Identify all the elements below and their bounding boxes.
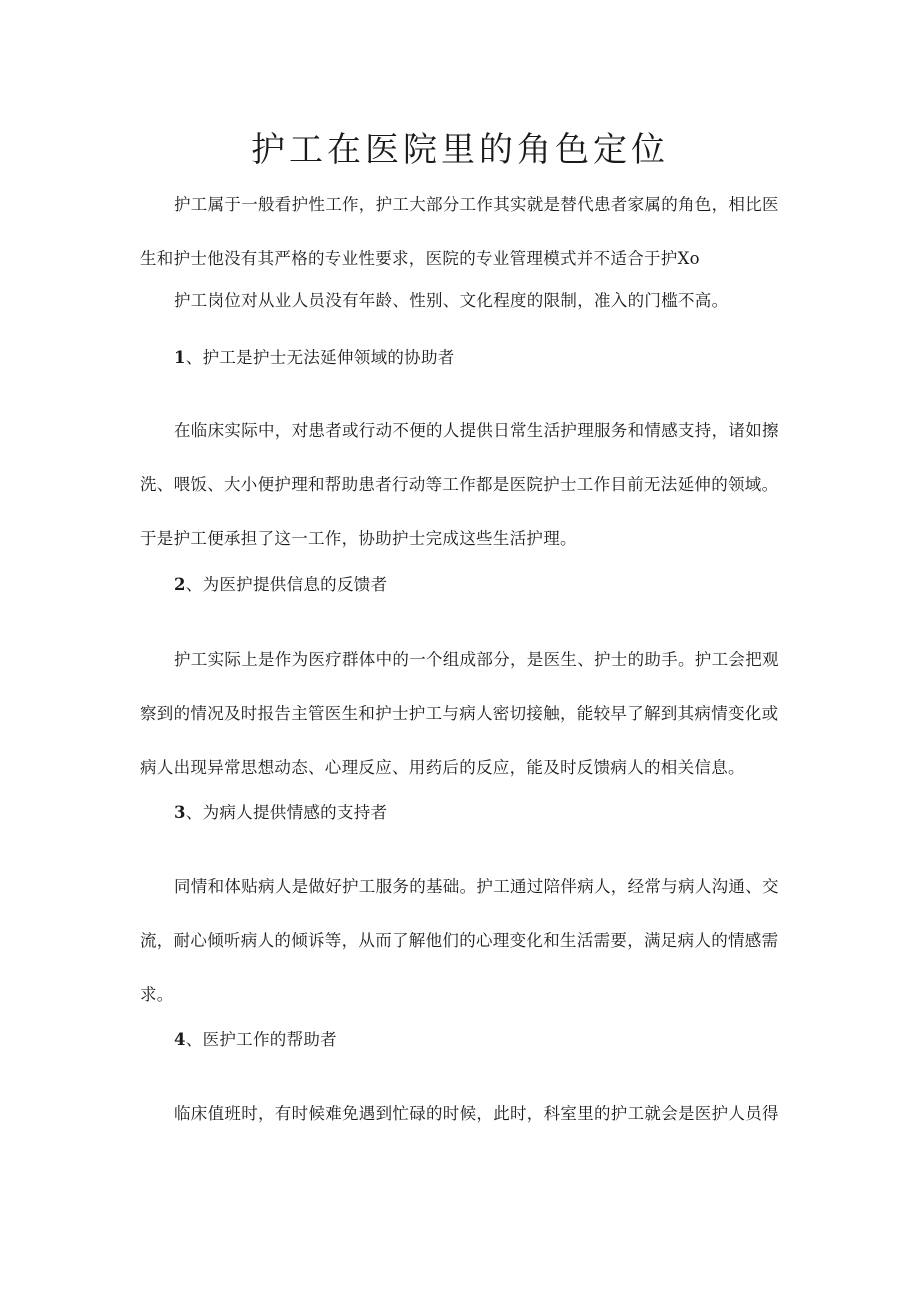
section-1-line-3: 于是护工便承担了这一工作，协助护士完成这些生活护理。 [140, 529, 577, 548]
intro2-line: 护工岗位对从业人员没有年龄、性别、文化程度的限制，准入的门槛不高。 [174, 291, 729, 310]
section-4-heading-text: 、医护工作的帮助者 [185, 1030, 337, 1049]
section-3-heading-text: 、为病人提供情感的支持者 [185, 803, 388, 822]
section-3-line-1: 同情和体贴病人是做好护工服务的基础。护工通过陪伴病人，经常与病人沟通、交 [174, 877, 779, 896]
intro2-paragraph [140, 274, 800, 328]
section-2-line-2: 察到的情况及时报告主管医生和护士护工与病人密切接触，能较早了解到其病情变化或 [140, 704, 779, 723]
section-1-heading [174, 343, 455, 373]
section-2-heading [174, 570, 387, 600]
intro-line-2: 生和护士他没有其严格的专业性要求，医院的专业管理模式并不适合于护Xo [140, 249, 700, 268]
section-1-line-2: 洗、喂饭、大小便护理和帮助患者行动等工作都是医院护士工作目前无法延伸的领域。 [140, 475, 779, 494]
intro-paragraph [140, 178, 800, 286]
section-3-line-2: 流，耐心倾听病人的倾诉等，从而了解他们的心理变化和生活需要，满足病人的情感需 [140, 931, 779, 950]
section-3-line-3: 求。 [140, 985, 174, 1004]
section-2-paragraph [140, 633, 800, 795]
section-4-paragraph [140, 1087, 800, 1141]
section-2-heading-text: 、为医护提供信息的反馈者 [185, 575, 388, 594]
intro-line-1: 护工属于一般看护性工作，护工大部分工作其实就是替代患者家属的角色，相比医 [174, 195, 779, 214]
section-2-number: 2 [174, 575, 186, 594]
section-4-heading [174, 1025, 337, 1055]
section-4-line-1: 临床值班时，有时候难免遇到忙碌的时候，此时，科室里的护工就会是医护人员得 [174, 1104, 779, 1123]
section-3-heading [174, 798, 387, 828]
section-2-line-3: 病人出现异常思想动态、心理反应、用药后的反应，能及时反馈病人的相关信息。 [140, 758, 745, 777]
section-3-number: 3 [174, 803, 186, 822]
section-4-number: 4 [174, 1030, 186, 1049]
section-2-line-1: 护工实际上是作为医疗群体中的一个组成部分，是医生、护士的助手。护工会把观 [174, 650, 779, 669]
document-title: 护工在医院里的角色定位 [251, 130, 669, 170]
section-1-line-1: 在临床实际中，对患者或行动不便的人提供日常生活护理服务和情感支持，诸如擦 [174, 421, 779, 440]
section-1-paragraph [140, 404, 800, 566]
section-1-heading-text: 、护工是护士无法延伸领域的协助者 [185, 348, 455, 367]
section-1-number: 1 [174, 348, 186, 367]
section-3-paragraph [140, 860, 800, 1022]
